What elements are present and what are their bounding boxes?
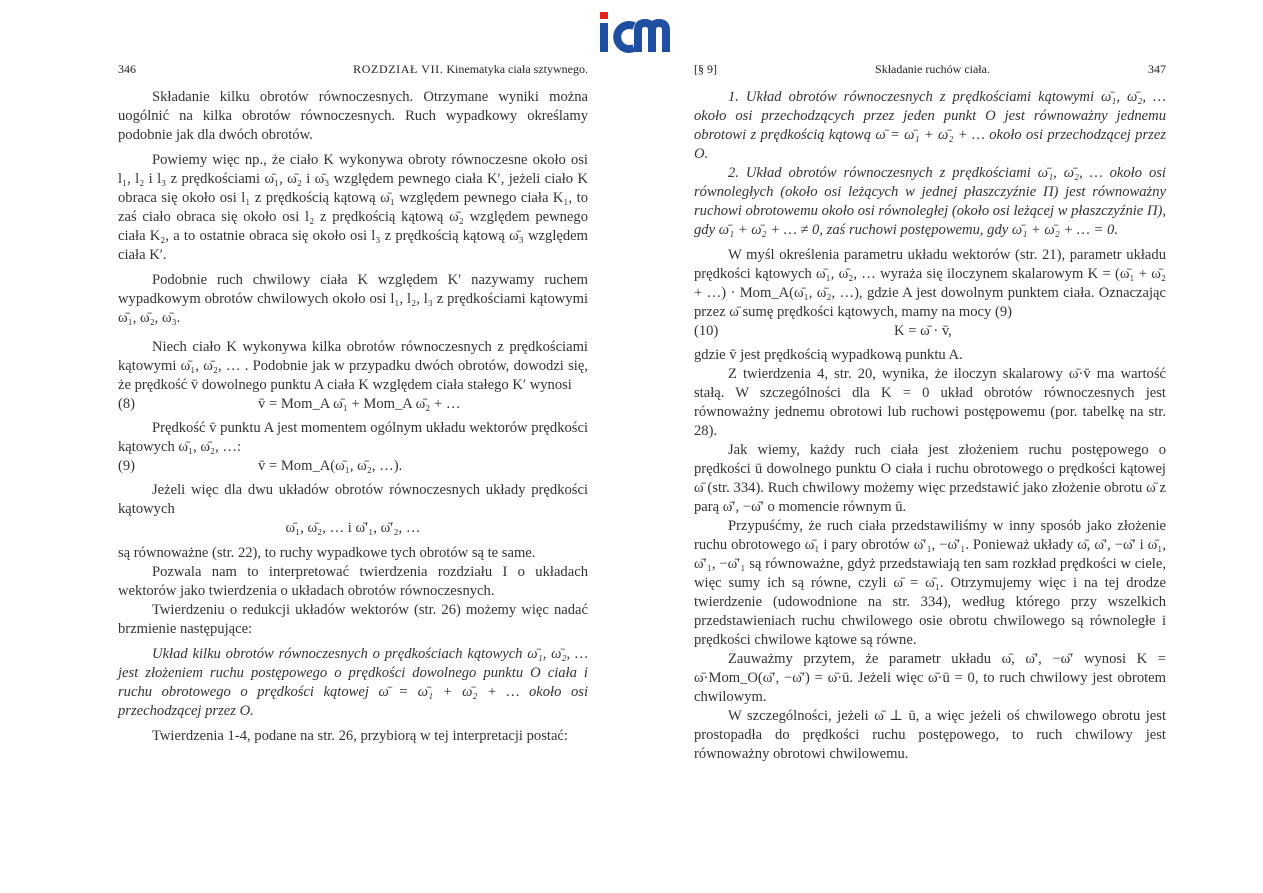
paragraph: są równoważne (str. 22), to ruchy wypadkowe tych obrotów są te same. [118,545,536,561]
logo-m [638,23,666,52]
running-head-right: Składanie ruchów ciała. [875,62,990,76]
paragraph: Przypuśćmy, że ruch ciała przedstawiliśmy w inny sposób jako złożenie ruchu obrotowego ω̄₁ i pary obrotów ω̄′₁, −ω̄′₁. Ponieważ układy ω̄, ω̄′, −ω̄′ i ω̄₁, ω̄′₁, −ω̄′₁ są równoważne, gdyż przedstawiają ten sam rozkład prędkości w ciele, więc sumy ich są równe, czyli ω̄ = ω̄₁. Otrzymujemy więc i na tej drodze twierdzenie (udowodnione na str. 334), według którego przy wszelkich przedstawieniach ruchu chwilowego osie obrotu chwilowego są równoległe i prędkości chwilowe kątowe są równe. [694,518,1166,648]
paragraph: Prędkość v̄ punktu A jest momentem ogólnym układu wektorów prędkości kątowych ω̄₁, ω̄₂, …: [118,420,588,455]
paragraph: gdzie v̄ jest prędkością wypadkową punktu A. [694,347,963,363]
logo-i-stem [600,23,608,52]
formula-8 [118,395,588,419]
formula-label: (8) [118,396,136,412]
vector-systems-line: ω̄₁, ω̄₂, … i ω̄′₁, ω̄′₂, … [285,520,421,536]
formula-label: (10) [694,323,719,339]
paragraph: Zauważmy przytem, że parametr układu ω̄, ω̄′, −ω̄′ wynosi K = ω̄·Mom_O(ω̄′, −ω̄′) = ω̄·ū. Jeżeli więc ω̄·ū = 0, to ruch chwilowy jest obrotem chwilowym. [694,651,1166,705]
paragraph: Jeżeli więc dla dwu układów obrotów równoczesnych układy prędkości kątowych [118,482,588,517]
section-mark: [§ 9] [694,62,717,76]
formula-expression: v̄ = Mom_A(ω̄₁, ω̄₂, …). [258,458,403,474]
formula-expression: v̄ = Mom_A ω̄₁ + Mom_A ω̄₂ + … [258,396,461,412]
paragraph: Twierdzeniu o redukcji układów wektorów (str. 26) możemy więc nadać brzmienie następujące: [118,602,588,637]
paragraph: Składanie kilku obrotów równoczesnych. Otrzymane wyniki można uogólnić na kilka obrotów równoczesnych. Ruch wypadkowy określamy podobnie jak dla dwóch obrotów. [118,89,588,143]
logo-c [617,25,634,49]
right-page-header [694,60,1166,82]
chapter-label: ROZDZIAŁ VII. [353,62,444,76]
formula-9 [118,457,588,481]
theorem-2: 2. Układ obrotów równoczesnych z prędkościami ω̄₁, ω̄₂, … około osi równoległych (około osi leżących w jednej płaszczyźnie Π) jest równoważny ruchowi obrotowemu około osi równoległej (około osi leżącej w płaszczyźnie Π), gdy ω̄₁ + ω̄₂ + … ≠ 0, zaś ruchowi postępowemu, gdy ω̄₁ + ω̄₂ + … = 0. [694,165,1166,238]
paragraph: Podobnie ruch chwilowy ciała K względem K′ nazywamy ruchem wypadkowym obrotów chwilowych około osi l₁, l₂, l₃ z prędkościami kątowymi ω̄₁, ω̄₂, ω̄₃. [118,272,588,326]
paragraph: W myśl określenia parametru układu wektorów (str. 21), parametr układu prędkości kątowych ω̄₁, ω̄₂, … wyraża się iloczynem skalarowym K = (ω̄₁ + ω̄₂ + …) · Mom_A(ω̄₁, ω̄₂, …), gdzie A jest dowolnym punktem ciała. Oznaczając przez ω̄ sumę prędkości kątowych, mamy na mocy (9) [694,247,1166,320]
icm-logo-graphic [598,10,676,54]
paragraph: Jak wiemy, każdy ruch ciała jest złożeniem ruchu postępowego o prędkości ū dowolnego punktu O ciała i ruchu obrotowego o prędkości kątowej ω̄ (str. 334). Ruch chwilowy możemy więc przedstawić jako złożenie obrotu ω̄ z parą ω̄′, −ω̄′ o momencie równym ū. [694,442,1166,515]
paragraph: Pozwala nam to interpretować twierdzenia rozdziału I o układach wektorów jako twierdzenia o układach obrotów równoczesnych. [118,564,588,599]
logo-dot [600,12,608,19]
left-page [118,60,588,746]
running-head-left [353,60,588,79]
left-page-header [118,60,588,82]
theorem-1: 1. Układ obrotów równoczesnych z prędkościami kątowymi ω̄₁, ω̄₂, … około osi przechodzących przez jeden punkt O jest równoważny jednemu obrotowi z prędkością kątową ω̄ = ω̄₁ + ω̄₂ + … około osi przechodzącej przez O. [694,89,1166,162]
paragraph: Powiemy więc np., że ciało K wykonywa obroty równoczesne około osi l₁, l₂ i l₃ z prędkościami ω̄₁, ω̄₂ i ω̄₃ względem pewnego ciała K′, jeżeli ciało K obraca się około osi l₁ z prędkością kątową ω̄₁ względem pewnego ciała K₁, to zaś ciało obraca się około osi l₂ z prędkością kątową ω̄₂ względem pewnego ciała K₂, a to ostatnie obraca się około osi l₃ z prędkością kątową ω̄₃ względem ciała K′. [118,152,588,263]
paragraph: Z twierdzenia 4, str. 20, wynika, że iloczyn skalarowy ω̄·v̄ ma wartość stałą. W szczególności dla K = 0 układ obrotów równoczesnych jest równoważny jednemu obrotowi lub ruchowi postępowemu (por. tabelkę na str. 28). [694,366,1166,439]
icm-logo [598,10,676,54]
chapter-title: Kinematyka ciała sztywnego. [446,62,588,76]
theorem-statement: Układ kilku obrotów równoczesnych o prędkościach kątowych ω̄₁, ω̄₂, … jest złożeniem ruchu postępowego o prędkości dowolnego punktu O ciała i ruchu obrotowego o prędkości kątowej ω̄ = ω̄₁ + ω̄₂ + … około osi przechodzącej przez O. [118,646,588,719]
formula-10 [694,322,1166,346]
page-number-left: 346 [118,62,136,76]
formula-label: (9) [118,458,136,474]
paragraph: Niech ciało K wykonywa kilka obrotów równoczesnych z prędkościami kątowymi ω̄₁, ω̄₂, … . Podobnie jak w przypadku dwóch obrotów, dowodzi się, że prędkość v̄ dowolnego punktu A ciała K względem ciała stałego K′ wynosi [118,339,588,393]
paragraph: Twierdzenia 1-4, podane na str. 26, przybiorą w tej interpretacji postać: [152,728,568,744]
formula-expression: K = ω̄ · v̄, [894,323,952,339]
right-page [694,60,1166,764]
page-number-right: 347 [1148,62,1166,76]
paragraph: W szczególności, jeżeli ω̄ ⊥ ū, a więc jeżeli oś chwilowego obrotu jest prostopadła do prędkości ruchu postępowego, to ruch chwilowy jest równoważny obrotowi chwilowemu. [694,708,1166,762]
